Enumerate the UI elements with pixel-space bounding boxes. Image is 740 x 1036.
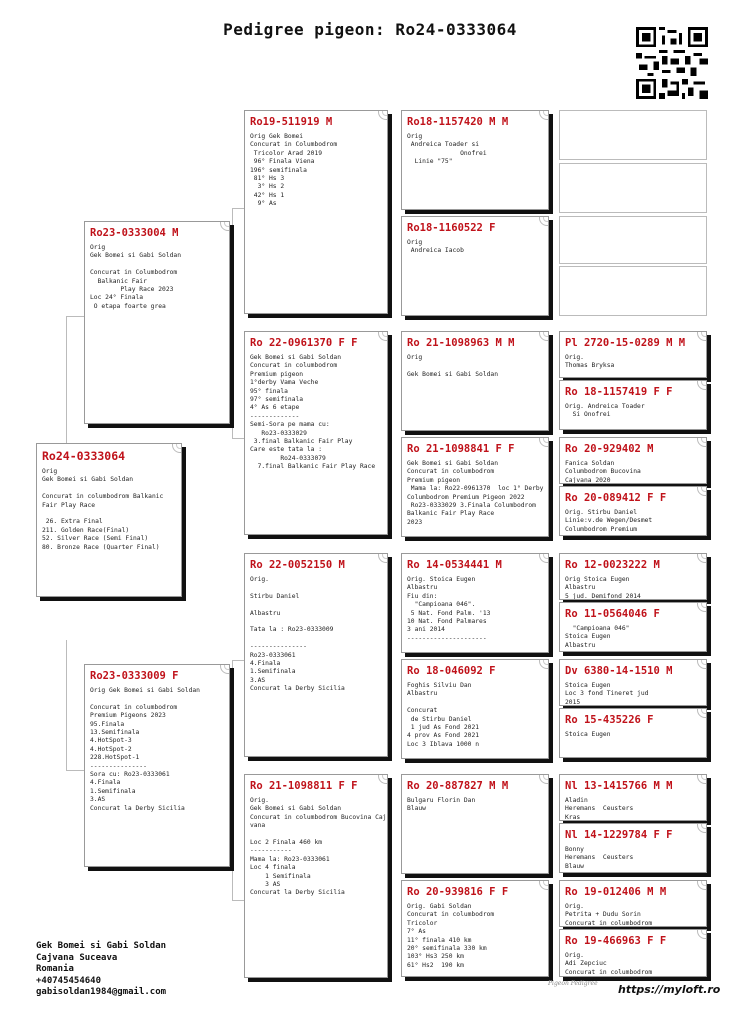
ancestor-ring-number: Ro 15-435226 F bbox=[565, 714, 654, 726]
connector-line bbox=[232, 318, 233, 438]
ancestor-details: Fanica Soldan Columbodrom Bucovina Cajvana 2020 bbox=[565, 460, 641, 484]
ancestor-ring-number: Ro 20-089412 F F bbox=[565, 492, 667, 504]
connector-line bbox=[232, 780, 233, 900]
ancestor-ring-number: Ro 19-466963 F F bbox=[565, 935, 667, 947]
ancestor-card[interactable] bbox=[559, 553, 707, 600]
ancestor-ring-number: Ro 12-0023222 M bbox=[565, 559, 660, 571]
ancestor-details: Orig. Thomas Bryksa bbox=[565, 354, 615, 370]
empty-ancestor-slot bbox=[559, 163, 707, 213]
great-grandparent-details: Orig Gek Bomei si Gabi Soldan bbox=[407, 354, 498, 378]
ancestor-card[interactable] bbox=[559, 437, 707, 484]
connector-line bbox=[232, 900, 244, 901]
ancestor-details: Orig. Petrita + Dudu Sorin Concurat in columbodrom bbox=[565, 903, 653, 927]
great-grandparent-card[interactable] bbox=[401, 774, 549, 874]
ancestor-details: Orig. Adi Zepciuc Concurat in columbodrom bbox=[565, 952, 653, 976]
grandparent-details: Gek Bomei si Gabi Soldan Concurat in columbodrom Premium pigeon 1°derby Vama Veche 95° finala 97° semifinala 4° As 6 etape ------------- Semi-Sora pe mama cu: Ro23-0333029 3.final Balkanic Fair Play Care este tata la : Ro24-0333079 7.final Balkanic Fair Play Race bbox=[250, 354, 376, 471]
empty-ancestor-slot bbox=[559, 216, 707, 264]
ancestor-ring-number: Ro 19-012406 M M bbox=[565, 886, 667, 898]
grandparent-details: Orig. Gek Bomei si Gabi Soldan Concurat in columbodrom Bucovina Caj vana Loc 2 Finala 460 km ----------- Mama la: Ro23-0333061 Loc 4 finala 1 Semifinala 3 AS Concurat la Derby Sicilia bbox=[250, 797, 387, 897]
great-grandparent-card[interactable] bbox=[401, 110, 549, 210]
subject-card[interactable] bbox=[36, 443, 182, 597]
grandparent-card[interactable] bbox=[244, 331, 388, 535]
grandparent-card[interactable] bbox=[244, 553, 388, 757]
ancestor-card[interactable] bbox=[559, 708, 707, 758]
ancestor-ring-number: Ro 18-1157419 F F bbox=[565, 386, 673, 398]
ancestor-ring-number: Pl 2720-15-0289 M M bbox=[565, 337, 686, 349]
page-title: Pedigree pigeon: Ro24-0333064 bbox=[223, 20, 517, 39]
grandparent-card[interactable] bbox=[244, 110, 388, 314]
grandparent-details: Orig Gek Bomei Concurat in Columbodrom Tricolor Arad 2019 96° Finala Viena 196° semifinala 81° Hs 3 3° Hs 2 42° Hs 1 9° As bbox=[250, 133, 338, 208]
great-grandparent-details: Orig Andreica Toader si Onofrei Linie "75" bbox=[407, 133, 487, 166]
great-grandparent-ring-number: Ro18-1160522 F bbox=[407, 222, 496, 234]
great-grandparent-details: Gek Bomei si Gabi Soldan Concurat in columbodrom Premium pigeon Mama la: Ro22-0961370 loc 1° Derby Columbodrom Premium Pigeon 2022 Ro23-0333029 3.Finala Columbodrom Balkanic Fair Play Race 2023 bbox=[407, 460, 544, 526]
ancestor-card[interactable] bbox=[559, 929, 707, 977]
great-grandparent-card[interactable] bbox=[401, 880, 549, 977]
great-grandparent-ring-number: Ro 21-1098841 F F bbox=[407, 443, 515, 455]
ancestor-ring-number: Nl 14-1229784 F F bbox=[565, 829, 673, 841]
ancestor-card[interactable] bbox=[559, 602, 707, 652]
ancestor-details: Stoica Eugen Loc 3 fond Tineret jud 2015 bbox=[565, 682, 649, 706]
great-grandparent-ring-number: Ro18-1157420 M M bbox=[407, 116, 509, 128]
connector-line bbox=[232, 438, 244, 439]
dam-card[interactable] bbox=[84, 664, 230, 867]
connector-line bbox=[66, 770, 86, 771]
connector-line bbox=[232, 208, 244, 209]
owner-contact: Gek Bomei si Gabi Soldan Cajvana Suceava Romania +40745454640 gabisoldan1984@gmail.com bbox=[36, 941, 167, 997]
sire-ring-number: Ro23-0333004 M bbox=[90, 227, 179, 239]
signature-mark: Pigeon Pedigree bbox=[548, 980, 598, 987]
connector-line bbox=[232, 660, 233, 780]
subject-ring-number: Ro24-0333064 bbox=[42, 449, 126, 463]
qr-code bbox=[636, 27, 708, 99]
sire-card[interactable] bbox=[84, 221, 230, 424]
great-grandparent-ring-number: Ro 20-887827 M M bbox=[407, 780, 509, 792]
ancestor-details: Bonny Heremans Ceusters Blauw bbox=[565, 846, 634, 870]
ancestor-details: Orig. Andreica Toader Si Onofrei bbox=[565, 403, 645, 419]
great-grandparent-details: Orig Andreica Iacob bbox=[407, 239, 464, 255]
great-grandparent-card[interactable] bbox=[401, 659, 549, 759]
great-grandparent-ring-number: Ro 20-939816 F F bbox=[407, 886, 509, 898]
connector-line bbox=[66, 316, 86, 317]
ancestor-details: Stoica Eugen bbox=[565, 731, 611, 738]
ancestor-card[interactable] bbox=[559, 331, 707, 378]
grandparent-ring-number: Ro 22-0961370 F F bbox=[250, 337, 358, 349]
sire-details: Orig Gek Bomei si Gabi Soldan Concurat in Columbodrom Balkanic Fair Play Race 2023 Loc 24° Finala O etapa foarte grea bbox=[90, 244, 181, 310]
ancestor-ring-number: Ro 20-929402 M bbox=[565, 443, 654, 455]
great-grandparent-details: Orig. Gabi Soldan Concurat in columbodrom Tricolor 7° As 11° finala 410 km 20° semifinala 330 km 103° Hs3 250 km 61° Hs2 190 km bbox=[407, 903, 495, 969]
ancestor-ring-number: Nl 13-1415766 M M bbox=[565, 780, 673, 792]
ancestor-card[interactable] bbox=[559, 659, 707, 706]
great-grandparent-card[interactable] bbox=[401, 331, 549, 431]
connector-line bbox=[232, 208, 233, 318]
ancestor-details: "Campioana 046" Stoica Eugen Albastru bbox=[565, 625, 630, 649]
dam-ring-number: Ro23-0333009 F bbox=[90, 670, 179, 682]
connector-line bbox=[66, 316, 67, 450]
great-grandparent-details: Bulgaru Florin Dan Blauw bbox=[407, 797, 476, 813]
great-grandparent-ring-number: Ro 18-046092 F bbox=[407, 665, 496, 677]
empty-ancestor-slot bbox=[559, 110, 707, 160]
ancestor-details: Orig Stoica Eugen Albastru 5 jud. Demifond 2014 bbox=[565, 576, 641, 600]
grandparent-ring-number: Ro 22-0052150 M bbox=[250, 559, 345, 571]
ancestor-card[interactable] bbox=[559, 823, 707, 873]
ancestor-ring-number: Ro 11-0564046 F bbox=[565, 608, 660, 620]
ancestor-card[interactable] bbox=[559, 880, 707, 927]
great-grandparent-card[interactable] bbox=[401, 553, 549, 653]
website-link[interactable]: https://myloft.ro bbox=[618, 983, 721, 996]
great-grandparent-ring-number: Ro 14-0534441 M bbox=[407, 559, 502, 571]
ancestor-card[interactable] bbox=[559, 380, 707, 430]
ancestor-card[interactable] bbox=[559, 774, 707, 821]
grandparent-details: Orig. Stirbu Daniel Albastru Tata la : Ro23-0333009 --------------- Ro23-0333061 4.Finala 1.Semifinala 3.AS Concurat la Derby Sicilia bbox=[250, 576, 345, 693]
grandparent-ring-number: Ro 21-1098811 F F bbox=[250, 780, 358, 792]
dam-details: Orig Gek Bomei si Gabi Soldan Concurat in columbodrom Premium Pigeons 2023 95.Finala 13.Semifinala 4.HotSpot-3 4.HotSpot-2 228.HotSpot-1 --------------- Sora cu: Ro23-0333061 4.Finala 1.Semifinala 3.AS Concurat la Derby Sicilia bbox=[90, 687, 200, 812]
ancestor-card[interactable] bbox=[559, 486, 707, 536]
subject-details: Orig Gek Bomei si Gabi Soldan Concurat in columbodrom Balkanic Fair Play Race 26. Extra Final 211. Golden Race(Final) 52. Silver Race (Semi Final) 80. Bronze Race (Quarter Final) bbox=[42, 468, 164, 551]
ancestor-details: Aladin Heremans Ceusters Kras bbox=[565, 797, 634, 821]
connector-line bbox=[232, 660, 244, 661]
empty-ancestor-slot bbox=[559, 266, 707, 316]
grandparent-ring-number: Ro19-511919 M bbox=[250, 116, 333, 128]
great-grandparent-ring-number: Ro 21-1098963 M M bbox=[407, 337, 515, 349]
grandparent-card[interactable] bbox=[244, 774, 388, 978]
ancestor-details: Orig. Stirbu Daniel Linie:v.de Wegen/Desmet Columbodrom Premium bbox=[565, 509, 653, 533]
great-grandparent-card[interactable] bbox=[401, 437, 549, 537]
great-grandparent-details: Foghis Silviu Dan Albastru Concurat de Stirbu Daniel 1 jud As Fond 2021 4 prov As Fond 2021 Loc 3 Iblava 1000 n bbox=[407, 682, 480, 748]
great-grandparent-card[interactable] bbox=[401, 216, 549, 316]
ancestor-ring-number: Dv 6380-14-1510 M bbox=[565, 665, 673, 677]
great-grandparent-details: Orig. Stoica Eugen Albastru Fiu din: "Campioana 046". 5 Nat. Fond Palm. '13 10 Nat. Fond Palmares 3 ani 2014 --------------------- bbox=[407, 576, 491, 642]
connector-line bbox=[66, 640, 67, 770]
